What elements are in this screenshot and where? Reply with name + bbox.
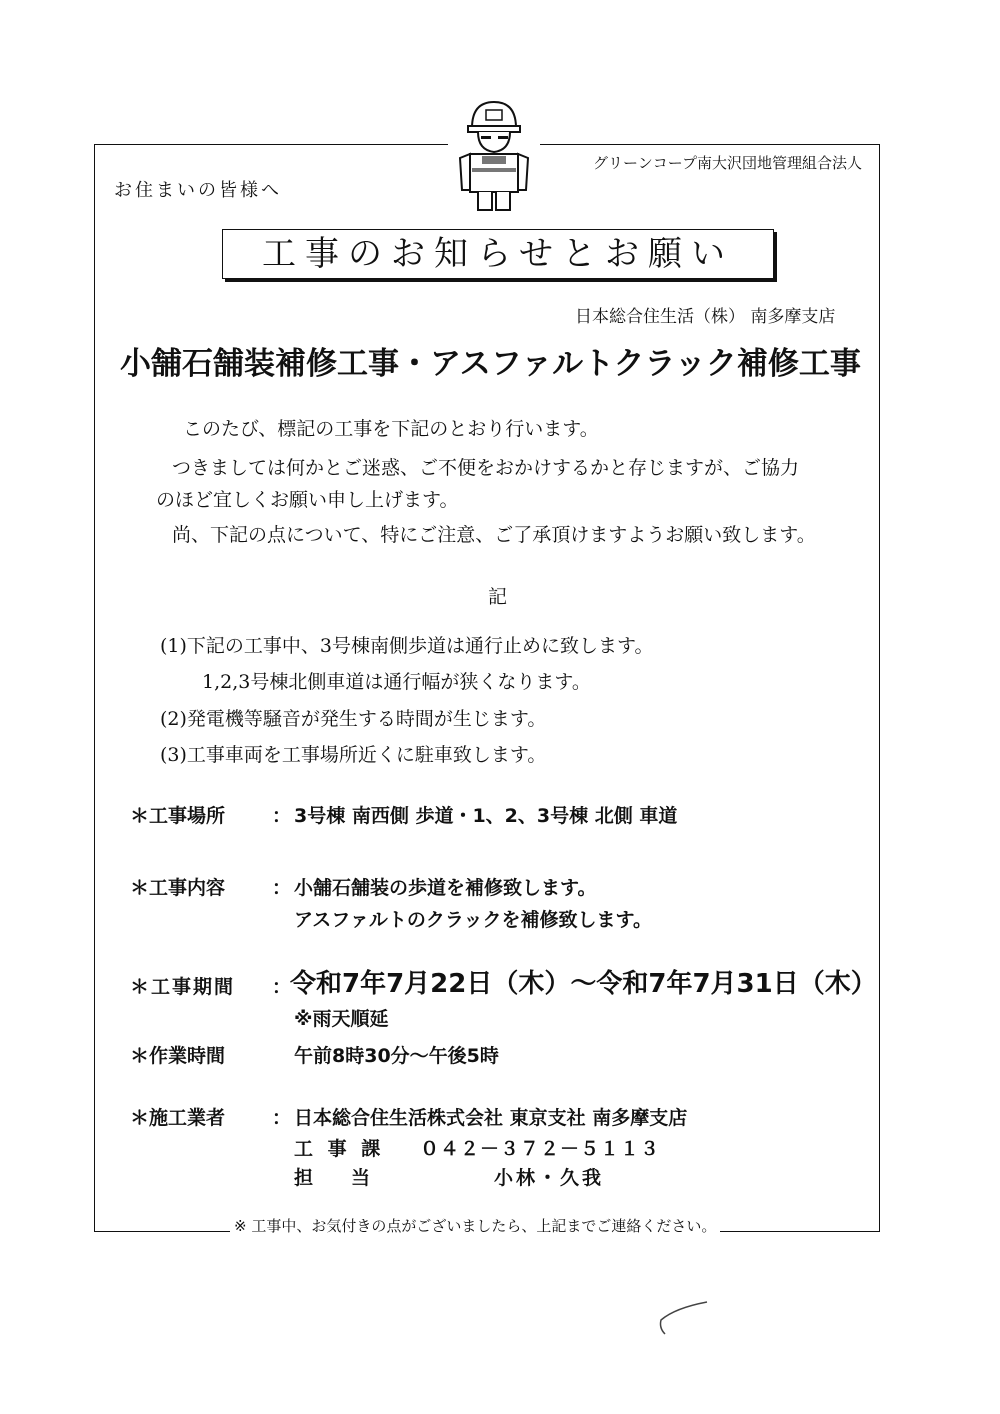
- section-label: 工 事 課: [294, 1138, 385, 1160]
- hours-value: 午前8時30分～午後5時: [294, 1045, 499, 1067]
- period-note: ※雨天順延: [294, 1008, 389, 1030]
- note-2: (2)発電機等騒音が発生する時間が生じます。: [160, 708, 547, 730]
- intro-line-1: このたび、標記の工事を下記のとおり行います。: [183, 418, 599, 440]
- person-value: 小林・久我: [494, 1167, 605, 1189]
- intro-line-4: 尚、下記の点について、特にご注意、ご了承頂けますようお願い致します。: [172, 524, 816, 546]
- contractor-label: ＊施工業者: [130, 1107, 226, 1129]
- pen-mark: [655, 1298, 715, 1340]
- contractor-colon: ：: [272, 1107, 292, 1129]
- content-label: ＊工事内容: [130, 877, 226, 899]
- location-colon: ：: [272, 805, 292, 827]
- note-1-continued: 1,2,3号棟北側車道は通行幅が狭くなります。: [202, 671, 591, 693]
- period-label: ＊工事期間: [130, 976, 236, 998]
- period-colon: ：: [272, 976, 292, 998]
- company-branch: 日本総合住生活（株） 南多摩支店: [575, 307, 836, 327]
- content-value-2: アスファルトのクラックを補修致します。: [294, 909, 652, 931]
- construction-title: 小舗石舗装補修工事・アスファルトクラック補修工事: [120, 346, 861, 382]
- intro-line-3: のほど宜しくお願い申し上げます。: [156, 489, 459, 511]
- location-label: ＊工事場所: [130, 805, 226, 827]
- notice-title: 工事のお知らせとお願い: [222, 229, 774, 279]
- note-1: (1)下記の工事中、3号棟南側歩道は通行止めに致します。: [160, 635, 654, 657]
- organization-name: グリーンコープ南大沢団地管理組合法人: [593, 154, 862, 172]
- worker-mascot-icon: [448, 96, 540, 214]
- location-value: 3号棟 南西側 歩道・1、2、3号棟 北側 車道: [294, 805, 678, 827]
- note-3: (3)工事車両を工事場所近くに駐車致します。: [160, 744, 547, 766]
- period-value: 令和7年7月22日（木）～令和7年7月31日（木）: [290, 969, 877, 999]
- footer-note: ※ 工事中、お気付きの点がございましたら、上記までご連絡ください。: [230, 1215, 720, 1236]
- greeting: お住まいの皆様へ: [114, 180, 282, 201]
- person-label: 担 当: [294, 1167, 371, 1189]
- contractor-value: 日本総合住生活株式会社 東京支社 南多摩支店: [294, 1107, 688, 1129]
- ki-heading: 記: [488, 586, 508, 608]
- hours-label: ＊作業時間: [130, 1045, 226, 1067]
- content-colon: ：: [272, 877, 292, 899]
- phone-number: ０４２－３７２－５１１３: [420, 1138, 661, 1160]
- intro-line-2: つきましては何かとご迷惑、ご不便をおかけするかと存じますが、ご協力: [172, 457, 800, 479]
- content-value-1: 小舗石舗装の歩道を補修致します。: [294, 877, 597, 899]
